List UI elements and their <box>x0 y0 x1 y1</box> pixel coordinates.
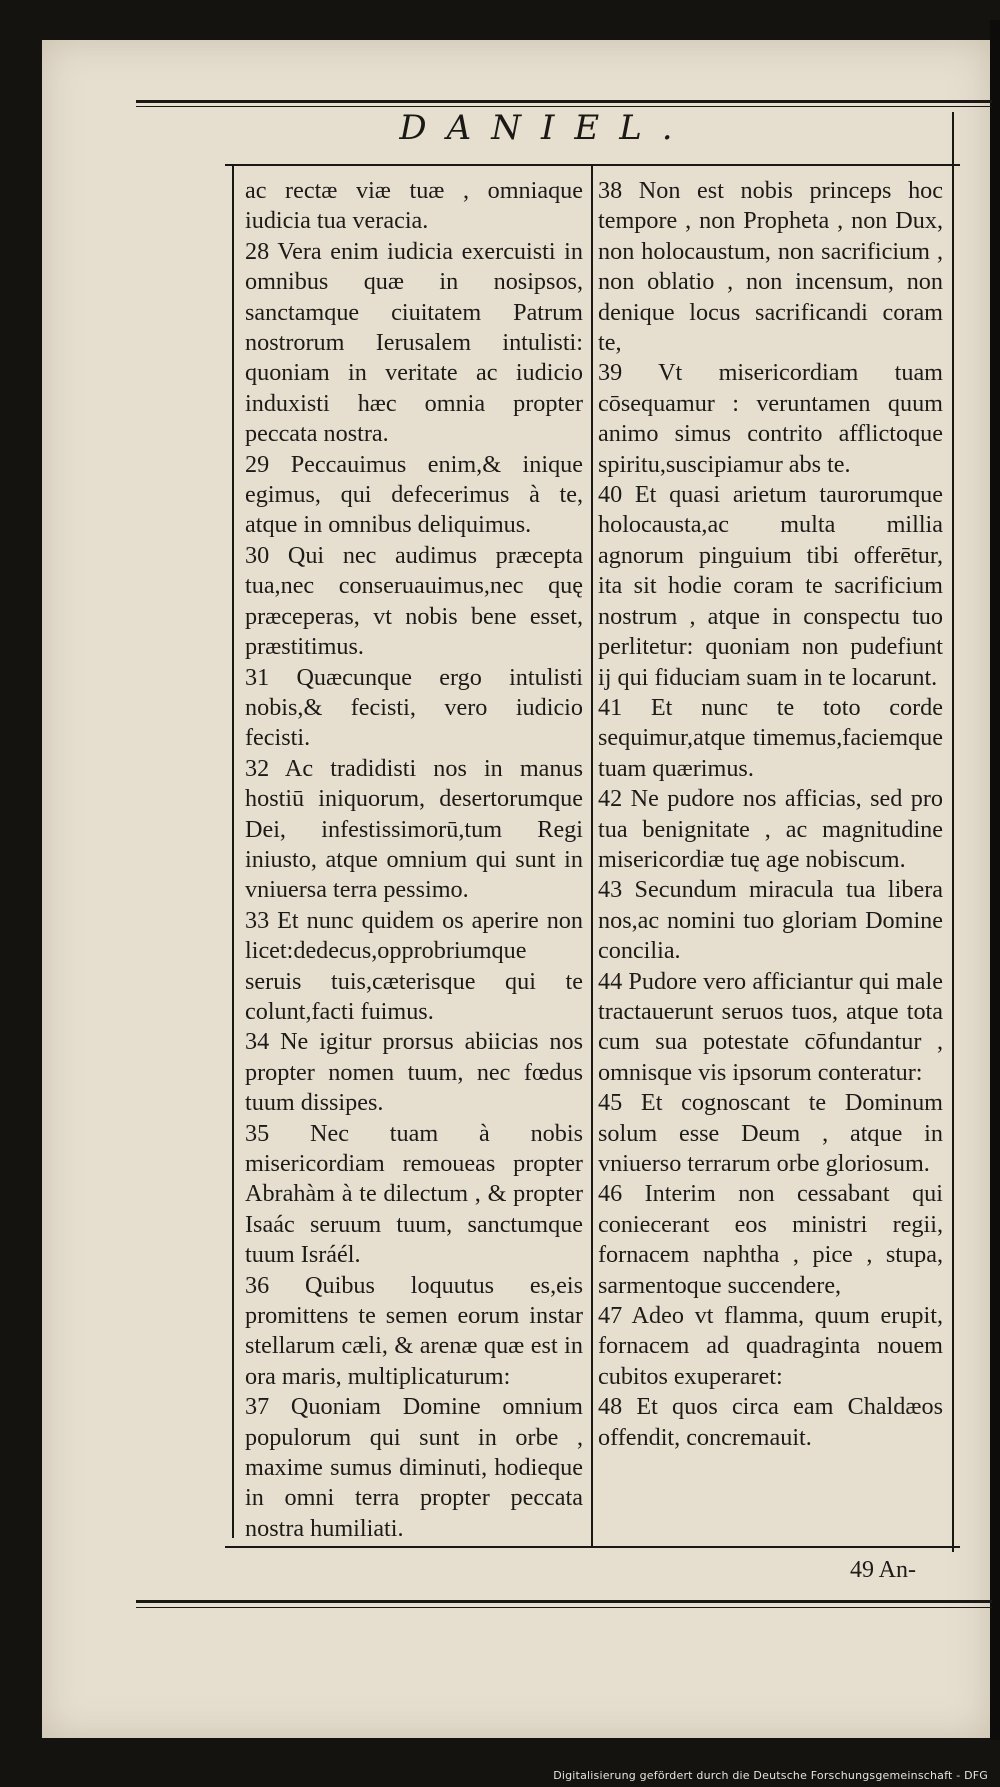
verse-29: 29 Peccauimus enim,& inique egimus, qui defecerimus à te, atque in omnibus deliquimus. <box>245 450 583 539</box>
verse-40: 40 Et quasi arietum taurorumque holocausta,ac multa millia agnorum pinguium tibi offerētur, ita sit hodie coram te sacrificium nostrum , atque in conspectu tuo perlitetur: quoniam non pudefiunt ij qui fiduciam suam in te locarunt. <box>598 481 943 691</box>
verse-32: 32 Ac tradidisti nos in manus hostiū iniquorum, desertorumque Dei, infestissimorū,tum Regi iniusto, atque omnium qui sunt in vniuersa terra pessimo. <box>245 754 583 904</box>
bottom-rule <box>225 1546 960 1548</box>
page-title: DANIEL. <box>399 108 693 148</box>
verse-41: 41 Et nunc te toto corde sequimur,atque timemus,faciemque tuam quærimus. <box>598 693 943 782</box>
right-border <box>952 112 954 1552</box>
verse-33: 33 Et nunc quidem os aperire non licet:dedecus,opprobriumque seruis tuis,cæterisque qui te colunt,facti fuimus. <box>245 906 583 1025</box>
left-column <box>245 176 583 1544</box>
left-border <box>232 166 234 1538</box>
verse-48: 48 Et quos circa eam Chaldæos offendit, concremauit. <box>598 1393 943 1451</box>
verse-42: 42 Ne pudore nos afficias, sed pro tua benignitate , ac magnitudine misericordiæ tuę age nobiscum. <box>598 785 943 873</box>
digitization-credit: Digitalisierung gefördert durch die Deutsche Forschungsgemeinschaft - DFG <box>553 1769 988 1782</box>
verse-43: 43 Secundum miracula tua libera nos,ac nomini tuo gloriam Domine concilia. <box>598 876 943 965</box>
column-divider <box>591 166 593 1546</box>
verse-39: 39 Vt misericordiam tuam cōsequamur : veruntamen quum animo simus contrito afflictoque spiritu,suscipiamur abs te. <box>598 359 943 478</box>
top-rule <box>136 100 992 103</box>
verse-35: 35 Nec tuam à nobis misericordiam remoueas propter Abrahàm à te dilectum , & propter Isaác seruum tuum, sanctumque tuum Isráél. <box>245 1119 583 1269</box>
footer-rule <box>136 1600 992 1603</box>
verse-34: 34 Ne igitur prorsus abiicias nos propter nomen tuum, nec fœdus tuum dissipes. <box>245 1028 583 1117</box>
catchword: 49 An- <box>850 1557 916 1583</box>
top-rule-thin <box>136 106 992 107</box>
page-edge <box>990 20 1000 1740</box>
right-column <box>598 176 943 1453</box>
footer-rule-thin <box>136 1607 992 1608</box>
verse-45: 45 Et cognoscant te Dominum solum esse Deum , atque in vniuerso terrarum orbe gloriosum. <box>598 1089 943 1177</box>
verse-37: 37 Quoniam Domine omnium populorum qui sunt in orbe , maxime sumus diminuti, hodieque in omni terra propter peccata nostra humiliati. <box>245 1393 583 1542</box>
digitization-credit-bar <box>0 1767 1000 1787</box>
verse-31: 31 Quæcunque ergo intulisti nobis,& fecisti, vero iudicio fecisti. <box>245 663 583 752</box>
verse-text: ac rectæ viæ tuæ , omniaque iudicia tua veracia. <box>245 177 583 235</box>
verse-28: 28 Vera enim iudicia exercuisti in omnibus quæ in nosipsos, sanctamque ciuitatem Patrum nostrorum Ierusalem intulisti: quoniam in veritate ac iudicio induxisti hæc omnia propter peccata nostra. <box>245 237 583 448</box>
verse-30: 30 Qui nec audimus præcepta tua,nec conseruauimus,nec quę præceperas, vt nobis bene esset, præstitimus. <box>245 541 583 661</box>
verse-46: 46 Interim non cessabant qui coniecerant eos ministri regii, fornacem naphtha , pice , stupa, sarmentoque succendere, <box>598 1180 943 1299</box>
verse-44: 44 Pudore vero afficiantur qui male tractauerunt seruos tuos, atque tota cum sua potestate cōfundantur , omnisque vis ipsorum conteratur: <box>598 967 943 1086</box>
verse-36: 36 Quibus loquutus es,eis promittens te semen eorum instar stellarum cæli, & arenæ quæ est in ora maris, multiplicaturum: <box>245 1271 583 1390</box>
verse-47: 47 Adeo vt flamma, quum erupit, fornacem ad quadraginta nouem cubitos exuperaret: <box>598 1302 943 1390</box>
verse-38: 38 Non est nobis princeps hoc tempore , non Propheta , non Dux, non holocaustum, non sacrificium , non oblatio , non incensum, non denique locus sacrificandi coram te, <box>598 177 943 357</box>
